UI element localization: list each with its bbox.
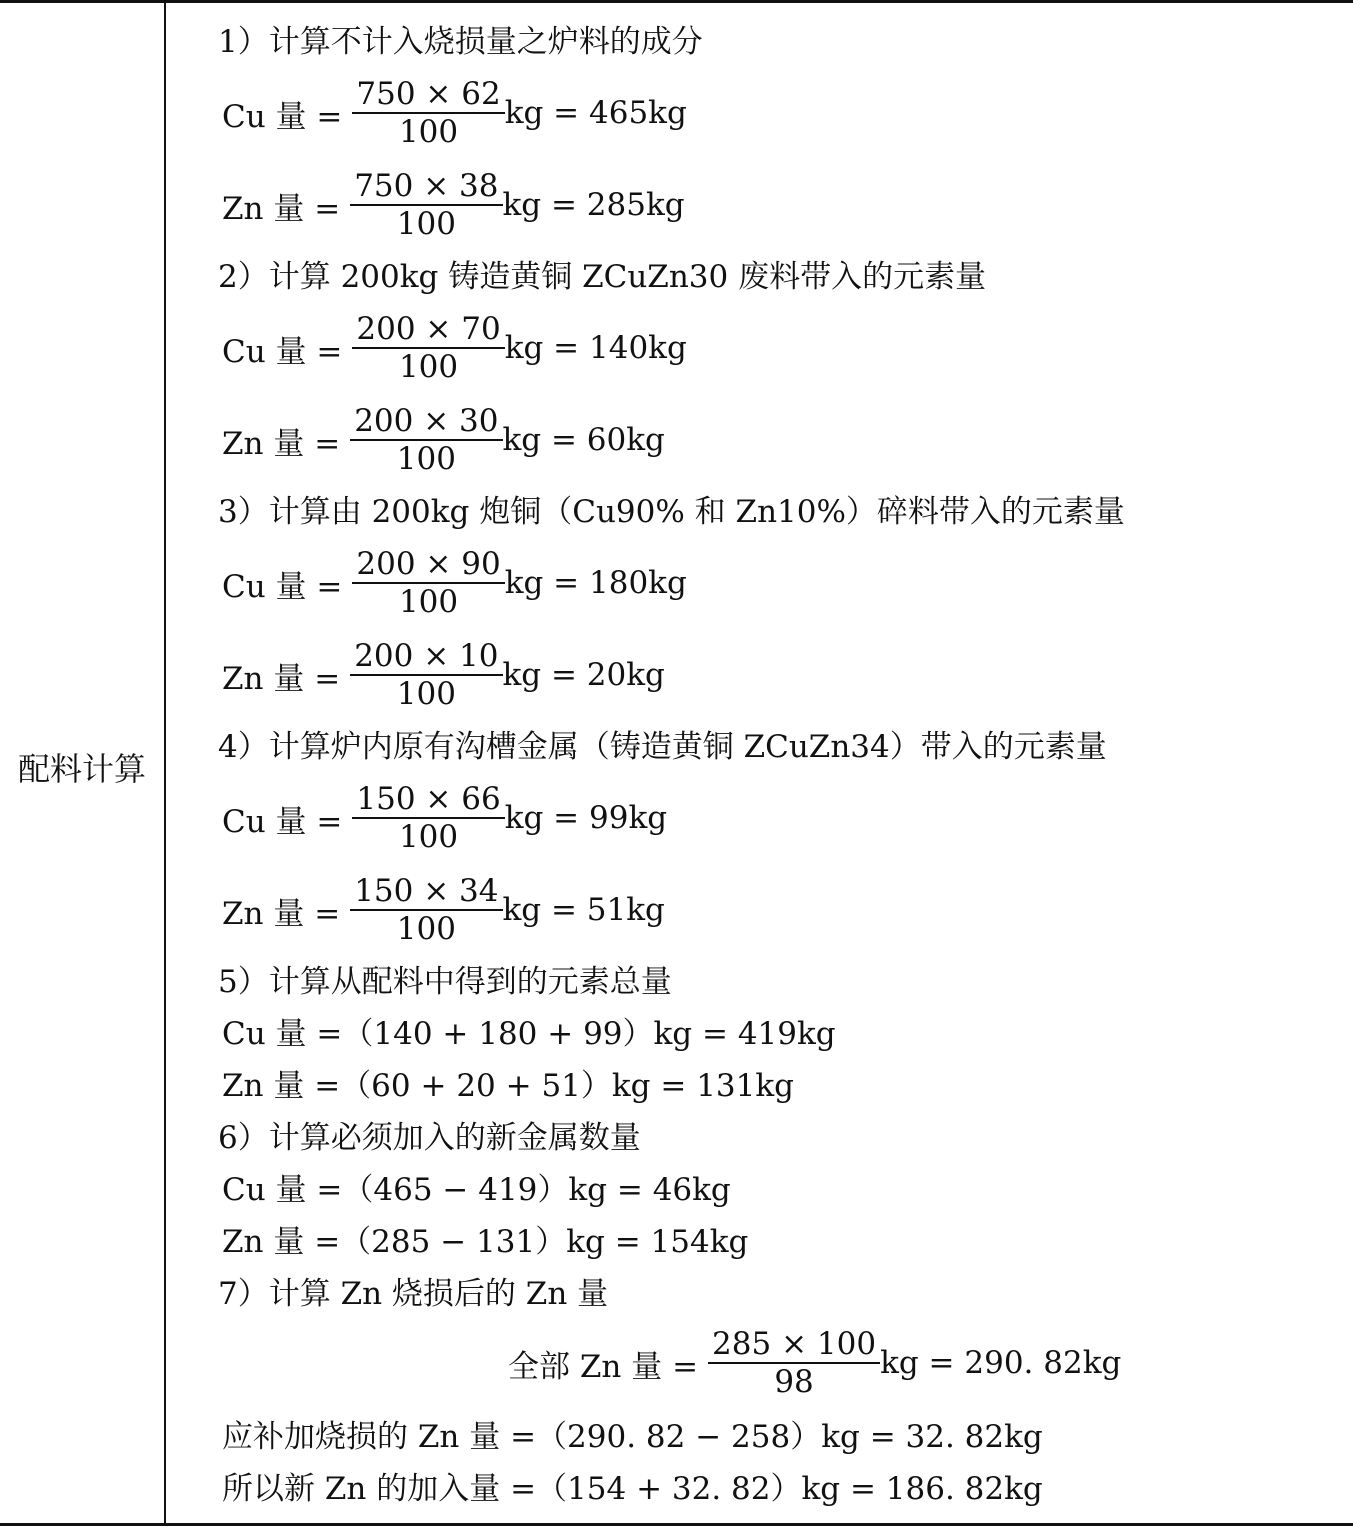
equation-rhs: kg = 99kg — [504, 800, 668, 836]
fraction — [352, 873, 500, 947]
step-4-heading: 4）计算炉内原有沟槽金属（铸造黄铜 ZCuZn34）带入的元素量 — [218, 729, 1107, 765]
numerator: 200 × 30 — [354, 403, 499, 439]
equation-5 — [222, 546, 687, 620]
numerator: 150 × 34 — [354, 873, 499, 909]
denominator: 100 — [350, 909, 502, 947]
equation-rhs: kg = 285kg — [502, 187, 685, 223]
numerator: 150 × 66 — [356, 781, 501, 817]
step-2-heading: 2）计算 200kg 铸造黄铜 ZCuZn30 废料带入的元素量 — [218, 259, 987, 295]
equation-9 — [508, 1326, 1121, 1400]
step-1-heading: 1）计算不计入烧损量之炉料的成分 — [218, 24, 703, 60]
equation-lhs: Zn 量 = — [222, 895, 341, 932]
fraction — [710, 1326, 878, 1400]
equation-8 — [222, 873, 665, 947]
denominator: 98 — [708, 1362, 880, 1400]
fraction — [354, 781, 502, 855]
fraction — [352, 168, 500, 242]
equation-rhs: kg = 180kg — [504, 565, 687, 601]
equation-lhs: Cu 量 = — [222, 333, 343, 370]
denominator: 100 — [350, 439, 502, 477]
numerator: 750 × 38 — [354, 168, 499, 204]
fraction — [352, 403, 500, 477]
denominator: 100 — [350, 204, 502, 242]
equation-4 — [222, 403, 665, 477]
total-zn-line: Zn 量 =（60 + 20 + 51）kg = 131kg — [222, 1068, 795, 1104]
equation-rhs: kg = 60kg — [502, 422, 665, 458]
equation-rhs: kg = 465kg — [504, 95, 687, 131]
fraction — [354, 311, 502, 385]
column-divider — [164, 0, 166, 1526]
equation-lhs: Cu 量 = — [222, 803, 343, 840]
new-zn-line: Zn 量 =（285 − 131）kg = 154kg — [222, 1224, 749, 1260]
denominator: 100 — [350, 674, 502, 712]
row-label: 配料计算 — [18, 750, 147, 788]
numerator: 750 × 62 — [356, 76, 501, 112]
numerator: 200 × 70 — [356, 311, 501, 347]
numerator: 200 × 90 — [356, 546, 501, 582]
numerator: 200 × 10 — [354, 638, 499, 674]
step-5-heading: 5）计算从配料中得到的元素总量 — [218, 964, 672, 1000]
equation-3 — [222, 311, 687, 385]
burn-loss-zn-line: 应补加烧损的 Zn 量 =（290. 82 − 258）kg = 32. 82kg — [222, 1419, 1043, 1455]
denominator: 100 — [352, 817, 504, 855]
step-7-heading: 7）计算 Zn 烧损后的 Zn 量 — [218, 1276, 609, 1312]
fraction — [354, 76, 502, 150]
equation-lhs: Zn 量 = — [222, 660, 341, 697]
table-top-rule — [0, 0, 1353, 3]
equation-lhs: 全部 Zn 量 = — [508, 1348, 699, 1385]
equation-rhs: kg = 51kg — [502, 892, 665, 928]
denominator: 100 — [352, 112, 504, 150]
equation-lhs: Cu 量 = — [222, 568, 343, 605]
equation-rhs: kg = 290. 82kg — [880, 1345, 1122, 1381]
denominator: 100 — [352, 582, 504, 620]
equation-1 — [222, 76, 687, 150]
new-zn-addition-line: 所以新 Zn 的加入量 =（154 + 32. 82）kg = 186. 82kg — [222, 1471, 1043, 1507]
fraction — [354, 546, 502, 620]
equation-rhs: kg = 140kg — [504, 330, 687, 366]
fraction — [352, 638, 500, 712]
equation-lhs: Cu 量 = — [222, 98, 343, 135]
equation-7 — [222, 781, 667, 855]
denominator: 100 — [352, 347, 504, 385]
total-cu-line: Cu 量 =（140 + 180 + 99）kg = 419kg — [222, 1016, 836, 1052]
equation-2 — [222, 168, 685, 242]
equation-lhs: Zn 量 = — [222, 190, 341, 227]
equation-lhs: Zn 量 = — [222, 425, 341, 462]
step-3-heading: 3）计算由 200kg 炮铜（Cu90% 和 Zn10%）碎料带入的元素量 — [218, 494, 1125, 530]
numerator: 285 × 100 — [712, 1326, 877, 1362]
table-bottom-rule — [0, 1523, 1353, 1526]
equation-6 — [222, 638, 665, 712]
equation-rhs: kg = 20kg — [502, 657, 665, 693]
new-cu-line: Cu 量 =（465 − 419）kg = 46kg — [222, 1172, 731, 1208]
step-6-heading: 6）计算必须加入的新金属数量 — [218, 1120, 641, 1156]
